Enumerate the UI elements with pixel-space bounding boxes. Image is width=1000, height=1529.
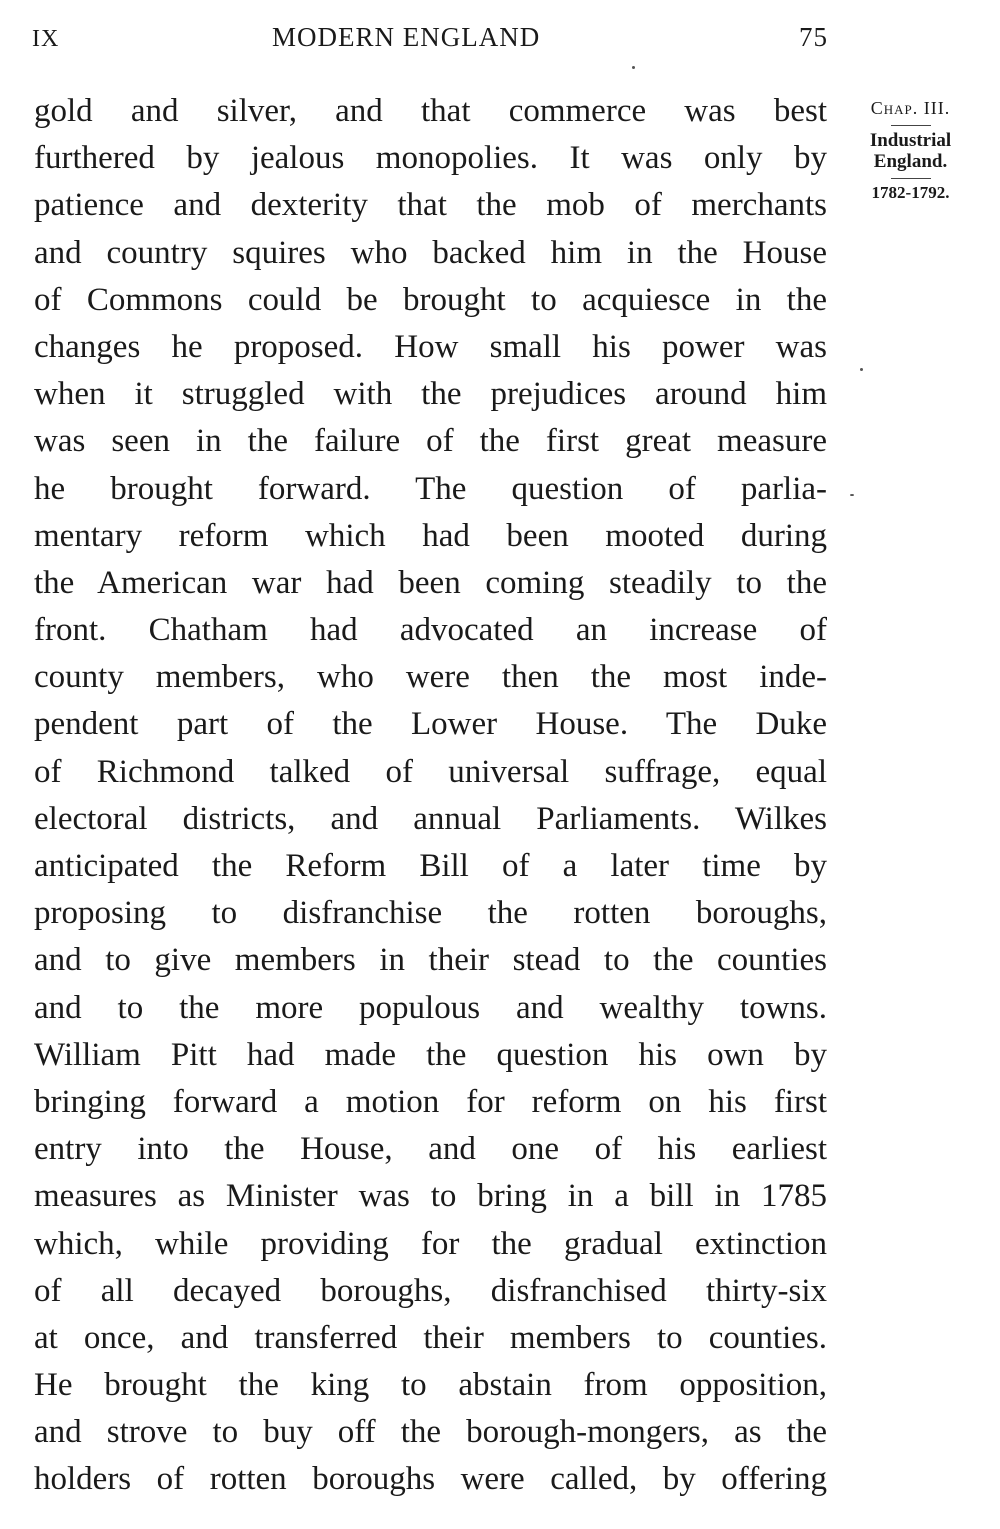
years-label: 1782-1792. <box>871 183 950 202</box>
text-line: at once, and transferred their members to counties. <box>34 1319 827 1356</box>
text-line: changes he proposed. How small his power was <box>34 328 827 365</box>
body-text <box>34 88 827 1504</box>
text-line: and country squires who backed him in the House <box>34 234 827 271</box>
text-line: He brought the king to abstain from opposition, <box>34 1367 827 1404</box>
text-line: mentary reform which had been mooted during <box>34 517 827 554</box>
text-line: gold and silver, and that commerce was best <box>34 93 827 129</box>
text-line: patience and dexterity that the mob of merchants <box>34 187 827 224</box>
text-line: holders of rotten boroughs were called, by offering <box>34 1461 827 1498</box>
text-line: bringing forward a motion for reform on his first <box>34 1083 827 1120</box>
section-number: IX <box>32 26 60 52</box>
text-line: was seen in the failure of the first great measure <box>34 423 827 460</box>
running-title: MODERN ENGLAND <box>272 22 541 52</box>
running-header <box>32 22 830 58</box>
chapter-label: Chap. III. <box>870 98 951 118</box>
text-line: which, while providing for the gradual extinction <box>34 1225 827 1262</box>
page-number: 75 <box>799 22 828 52</box>
print-speck <box>632 66 635 69</box>
text-line: of Commons could be brought to acquiesce in the <box>34 281 827 318</box>
text-line: measures as Minister was to bring in a bill in 1785 <box>34 1178 827 1215</box>
text-line: and strove to buy off the borough-mongers, as the <box>34 1414 827 1451</box>
text-line: proposing to disfranchise the rotten boroughs, <box>34 895 827 932</box>
text-line: county members, who were then the most inde- <box>34 659 827 696</box>
divider <box>891 125 931 126</box>
text-line: the American war had been coming steadily to the <box>34 564 827 601</box>
print-speck <box>850 494 854 496</box>
text-line: and to the more populous and wealthy towns. <box>34 989 827 1026</box>
margin-note <box>848 98 973 203</box>
text-line: front. Chatham had advocated an increase of <box>34 612 827 649</box>
topic-line: England. <box>873 151 948 172</box>
text-line: entry into the House, and one of his earliest <box>34 1131 827 1168</box>
divider <box>891 178 931 179</box>
text-line: anticipated the Reform Bill of a later time by <box>34 848 827 884</box>
topic-line: Industrial <box>869 130 952 151</box>
print-speck <box>860 368 863 371</box>
text-line: furthered by jealous monopolies. It was only by <box>34 140 827 177</box>
text-line: and to give members in their stead to the counties <box>34 942 827 979</box>
text-line: pendent part of the Lower House. The Duke <box>34 706 827 743</box>
text-line: when it struggled with the prejudices around him <box>34 376 827 413</box>
text-line: electoral districts, and annual Parliaments. Wilkes <box>34 800 827 837</box>
topic-label <box>848 130 973 172</box>
text-line: William Pitt had made the question his own by <box>34 1036 827 1073</box>
text-line: he brought forward. The question of parlia- <box>34 470 827 507</box>
text-line: of all decayed boroughs, disfranchised thirty-six <box>34 1272 827 1309</box>
text-line: of Richmond talked of universal suffrage, equal <box>34 753 827 790</box>
